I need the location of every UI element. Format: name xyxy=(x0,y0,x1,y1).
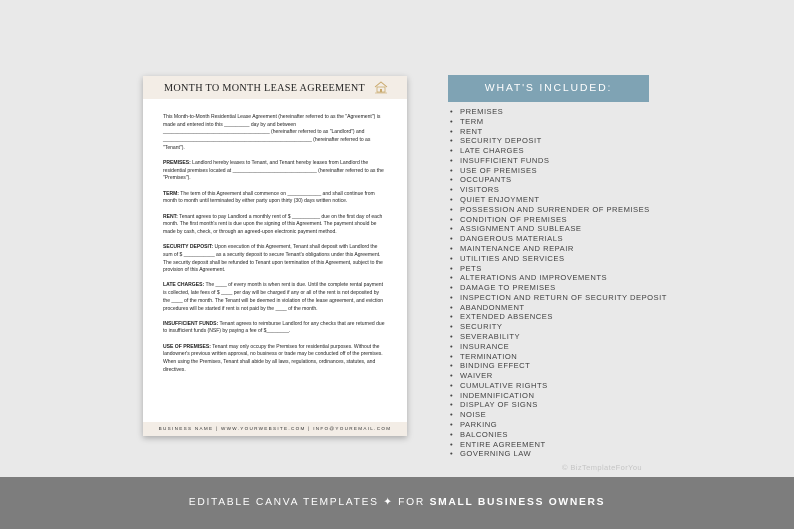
included-item xyxy=(450,410,667,420)
document-section xyxy=(163,282,385,313)
included-item xyxy=(450,127,667,137)
bullet-icon: • xyxy=(450,439,454,449)
bullet-icon: • xyxy=(450,420,454,429)
included-item xyxy=(450,205,667,215)
included-item-label: INDEMNIFICATION xyxy=(460,390,535,400)
included-item-label: PETS xyxy=(460,263,482,273)
included-item-label: WAIVER xyxy=(460,371,493,381)
included-item xyxy=(450,215,667,225)
included-item xyxy=(450,234,667,244)
bullet-icon: • xyxy=(450,165,454,175)
section-heading: INSUFFICIENT FUNDS: xyxy=(163,320,219,327)
included-item xyxy=(450,332,667,342)
section-text: Landlord hereby leases to Tenant, and Tenant hereby leases from Landlord the residential premises located at ______________________________ (hereinafter referred to as the "Premises"). xyxy=(163,160,384,182)
section-text: The ____ of every month is when rent is due. Until the complete rental payment is collected, late fees of $ ____ per day will be charged if any or all of the rent is not deposited by the ____ of the month. The Tenant will be deemed in violation of the lease agreement, and eviction procedures will be started if rent is not paid by the ____ of the month. xyxy=(163,282,384,312)
included-item-label: INSURANCE xyxy=(460,341,510,351)
included-item-label: UTILITIES AND SERVICES xyxy=(460,253,565,263)
included-item-label: LATE CHARGES xyxy=(460,146,525,156)
section-heading: LATE CHARGES: xyxy=(163,282,205,289)
bullet-icon: • xyxy=(450,351,454,361)
included-item xyxy=(450,322,667,332)
section-text: Tenant agrees to reimburse Landlord for any checks that are returned due to insufficient funds (NSF) by paying a fee of $________. xyxy=(163,320,385,335)
bullet-icon: • xyxy=(450,175,454,185)
section-heading: USE OF PREMISES: xyxy=(163,343,211,350)
bullet-icon: • xyxy=(450,126,454,136)
bullet-icon: • xyxy=(450,136,454,146)
bullet-icon: • xyxy=(450,283,454,293)
included-item xyxy=(450,293,667,303)
bullet-icon: • xyxy=(450,234,454,244)
included-item xyxy=(450,244,667,254)
bullet-icon: • xyxy=(450,312,454,322)
included-item-label: OCCUPANTS xyxy=(460,175,512,185)
included-item-label: POSSESSION AND SURRENDER OF PREMISES xyxy=(460,204,650,214)
included-item-label: INSUFFICIENT FUNDS xyxy=(460,155,550,165)
included-item xyxy=(450,107,667,117)
whats-included-header: WHAT'S INCLUDED: xyxy=(448,75,649,102)
bullet-icon: • xyxy=(450,263,454,273)
included-item xyxy=(450,117,667,127)
included-item xyxy=(450,283,667,293)
section-heading: SECURITY DEPOSIT: xyxy=(163,244,214,251)
included-item-label: PREMISES xyxy=(460,107,504,116)
included-item xyxy=(450,303,667,313)
included-item xyxy=(450,273,667,283)
included-item xyxy=(450,185,667,195)
promo-banner xyxy=(0,477,794,529)
bullet-icon: • xyxy=(450,155,454,165)
included-item-label: VISITORS xyxy=(460,185,500,195)
included-item xyxy=(450,420,667,430)
bullet-icon: • xyxy=(450,390,454,400)
bullet-icon: • xyxy=(450,361,454,371)
included-item xyxy=(450,361,667,371)
bullet-icon: • xyxy=(450,107,454,116)
section-heading: PREMISES: xyxy=(163,160,191,167)
bullet-icon: • xyxy=(450,224,454,234)
document-section xyxy=(163,344,385,375)
included-item-label: BALCONIES xyxy=(460,429,508,439)
included-item xyxy=(450,449,667,459)
bullet-icon: • xyxy=(450,400,454,410)
included-item-label: ABANDONMENT xyxy=(460,302,525,312)
included-item-label: RENT xyxy=(460,126,483,136)
included-item-label: NOISE xyxy=(460,410,487,420)
included-item xyxy=(450,440,667,450)
included-item-label: MAINTENANCE AND REPAIR xyxy=(460,243,574,253)
document-section xyxy=(163,244,385,275)
bullet-icon: • xyxy=(450,243,454,253)
included-item-label: CUMULATIVE RIGHTS xyxy=(460,380,548,390)
document-header xyxy=(143,76,407,99)
section-text: Tenant may only occupy the Premises for residential purposes. Without the landowner's previous written approval, no business or trade may be conducted off of the premises. When using the Premises, Tenant shall abide by all laws, regulations, ordinances, statutes, and directives. xyxy=(163,343,383,373)
included-item-label: PARKING xyxy=(460,420,498,429)
included-item-label: ENTIRE AGREEMENT xyxy=(460,439,546,449)
included-item-label: BINDING EFFECT xyxy=(460,361,531,371)
included-item-label: ALTERATIONS AND IMPROVEMENTS xyxy=(460,273,608,283)
included-item xyxy=(450,264,667,274)
included-item xyxy=(450,224,667,234)
document-footer: BUSINESS NAME | WWW.YOURWEBSITE.COM | INFO@YOUREMAIL.COM xyxy=(143,422,407,436)
included-item-label: DAMAGE TO PREMISES xyxy=(460,283,556,293)
bullet-icon: • xyxy=(450,371,454,381)
banner-emphasis: SMALL BUSINESS OWNERS xyxy=(429,497,606,508)
included-item-label: SECURITY xyxy=(460,322,503,332)
document-section xyxy=(163,321,385,336)
bullet-icon: • xyxy=(450,273,454,283)
included-item-label: EXTENDED ABSENCES xyxy=(460,312,553,322)
document-section xyxy=(163,214,385,237)
included-item xyxy=(450,156,667,166)
bullet-icon: • xyxy=(450,380,454,390)
included-item xyxy=(450,166,667,176)
bullet-icon: • xyxy=(450,214,454,224)
document-sections xyxy=(163,160,385,374)
bullet-icon: • xyxy=(450,253,454,263)
section-text: Tenant agrees to pay Landlord a monthly rent of $ __________ due on the first day of each month. The first month's rent is due upon the signing of this Agreement. The payment should be made by cash, check, or through an agreed-upon electronic payment method. xyxy=(163,213,383,235)
document-section xyxy=(163,160,385,183)
bullet-icon: • xyxy=(450,322,454,332)
bullet-icon: • xyxy=(450,116,454,126)
included-item-label: USE OF PREMISES xyxy=(460,165,538,175)
included-item xyxy=(450,352,667,362)
lease-document-preview xyxy=(143,76,407,436)
bullet-icon: • xyxy=(450,204,454,214)
document-section xyxy=(163,191,385,206)
section-text: The term of this Agreement shall commence on ____________ and shall continue from month to month until terminated by either party upon thirty (30) days written notice. xyxy=(163,190,375,205)
included-item-label: SECURITY DEPOSIT xyxy=(460,136,542,146)
included-item xyxy=(450,312,667,322)
included-item xyxy=(450,381,667,391)
bullet-icon: • xyxy=(450,146,454,156)
included-item xyxy=(450,254,667,264)
section-heading: TERM: xyxy=(163,190,179,197)
included-item-label: CONDITION OF PREMISES xyxy=(460,214,568,224)
included-item-label: DISPLAY OF SIGNS xyxy=(460,400,538,410)
bullet-icon: • xyxy=(450,341,454,351)
bullet-icon: • xyxy=(450,449,454,459)
bullet-icon: • xyxy=(450,185,454,195)
included-item-label: GOVERNING LAW xyxy=(460,449,532,459)
bullet-icon: • xyxy=(450,410,454,420)
included-item-label: INSPECTION AND RETURN OF SECURITY DEPOSIT xyxy=(460,292,667,302)
included-item xyxy=(450,175,667,185)
document-title: MONTH TO MONTH LEASE AGREEMENT xyxy=(164,83,366,94)
bullet-icon: • xyxy=(450,195,454,205)
included-item xyxy=(450,391,667,401)
bullet-icon: • xyxy=(450,331,454,341)
document-body xyxy=(163,114,385,382)
house-logo-icon xyxy=(374,81,388,94)
included-item xyxy=(450,400,667,410)
included-item xyxy=(450,136,667,146)
included-item xyxy=(450,342,667,352)
included-item xyxy=(450,195,667,205)
included-item-label: DANGEROUS MATERIALS xyxy=(460,234,564,244)
banner-prefix: EDITABLE CANVA TEMPLATES ✦ FOR xyxy=(188,497,430,508)
bullet-icon: • xyxy=(450,302,454,312)
whats-included-list xyxy=(450,107,667,459)
included-item-label: TERM xyxy=(460,116,484,126)
included-item-label: SEVERABILITY xyxy=(460,331,521,341)
included-item xyxy=(450,146,667,156)
watermark: © BizTemplateForYou xyxy=(562,463,642,472)
section-heading: RENT: xyxy=(163,213,178,220)
included-item xyxy=(450,371,667,381)
included-item xyxy=(450,430,667,440)
bullet-icon: • xyxy=(450,292,454,302)
section-text: Upon execution of this Agreement, Tenant shall deposit with Landlord the sum of $ ___________ as a security deposit to secure Tenant's obligations under this Agreement. The security deposit shall be refunded to Tenant upon termination of this Agreement, subject to the provision of this Agreement. xyxy=(163,244,383,274)
included-item-label: TERMINATION xyxy=(460,351,518,361)
bullet-icon: • xyxy=(450,429,454,439)
included-item-label: ASSIGNMENT AND SUBLEASE xyxy=(460,224,582,234)
document-intro: This Month-to-Month Residential Lease Agreement (hereinafter referred to as the "Agreement") is made and entered into this _________ day by and between ______________________________________ (hereinafter referred to as "Landlord") and _____________________________________________________ (hereinafter referred to as "Tenant"). xyxy=(163,114,381,151)
included-item-label: QUIET ENJOYMENT xyxy=(460,195,540,205)
